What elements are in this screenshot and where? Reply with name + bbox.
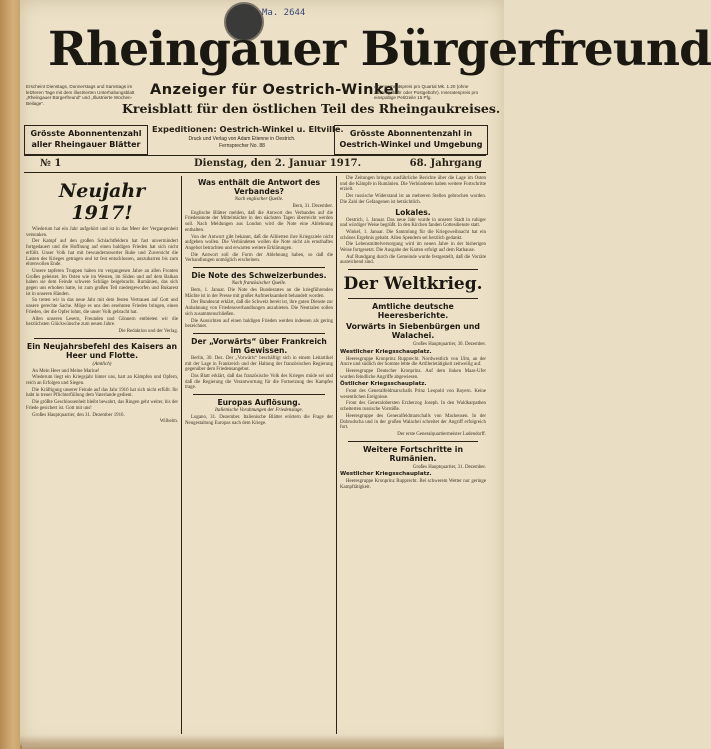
europa-headline: Europas Auflösung. — [217, 398, 301, 408]
page-edge-wear — [20, 735, 504, 749]
paragraph: Der Bundesrat erklärt, daß die Schweiz bereit ist, ihre guten Dienste zur Anbahnung von Friedensverhandlungen anzubieten. Die Neutralen sollen sich zusammenschließen. — [185, 300, 333, 317]
paragraph: Wiederum hat ein Jahr aufgehört und ist in das Meer der Vergangenheit versunken. — [26, 227, 178, 238]
kaiser-subheadline: (Amtlich) — [92, 361, 112, 367]
box-left-line-1: Grösste Abonnentenzahl — [30, 129, 142, 138]
issue-year: 68. Jahrgang — [409, 158, 482, 169]
binding-edge — [0, 0, 22, 749]
box-right-line-1: Grösste Abonnentenzahl in — [349, 129, 473, 138]
paragraph: Die Lebensmittelversorgung wird im neuen Jahre in der bisherigen Weise fortgesetzt. Die Ausgabe der Karten erfolgt auf dem Rathause. — [340, 242, 486, 254]
vorwaerts-headline: Der „Vorwärts“ über Frankreich im Gewissen. — [191, 336, 327, 355]
masthead-title: Rheingauer Bürgerfreund — [48, 22, 711, 77]
article-separator — [348, 269, 478, 270]
article-separator — [348, 441, 478, 442]
box-right — [334, 125, 488, 155]
paragraph: Heeresgruppe Deutscher Kronprinz. Auf dem linken Maas-Ufer wurden feindliche Angriffe abgewiesen. — [340, 368, 486, 380]
paragraph: Von der Antwort gibt bekannt, daß die Alliierten ihre Kriegsziele nicht aufgeben wollen. Die Verbündeten wollen die Note nicht als ernsthaftes Angebot betrachten und erwarten weitere Erklärungen. — [185, 234, 333, 251]
column-1 — [26, 176, 178, 734]
paragraph: Berlin, 30. Dez. Der „Vorwärts“ beschäftigt sich in einem Leitartikel mit der Lage in Frankreich und der Haltung der französischen Regierung gegenüber dem Friedensangebot. — [185, 355, 333, 373]
column-separator — [181, 176, 182, 734]
box-left — [24, 125, 148, 155]
paragraph: Wilhelm. — [159, 419, 178, 425]
masthead-right-info: Abonnementspreis pro Quartal Mk. 1.20 (ohne Zustellgebühr oder Postgebühr). Inseratenpreis pro einspaltige Petitzeile 15 Pfg. — [374, 84, 479, 101]
article-separator — [193, 267, 325, 268]
section-label: Westlicher Kriegsschauplatz. — [340, 471, 432, 478]
box-right-line-2: Oestrich-Winkel und Umgebung — [339, 140, 483, 149]
article-separator — [193, 394, 325, 395]
kaiser-article — [26, 369, 178, 425]
schweiz-subheadline: Nach französischer Quelle. — [231, 281, 287, 287]
paragraph: Der erste Generalquartiermeister Ludendorff. — [397, 431, 486, 437]
paragraph: Heeresgruppe Kronprinz Rupprecht. Nordwestlich von Ulm, an der Ancre und südlich der Somme lebte die Artillerietätigkeit zeitweilig auf. — [340, 356, 486, 368]
weltkrieg-headline: Der Weltkrieg. — [343, 274, 483, 295]
paragraph: Die größte Geschlossenheit bleibt bewahrt, das Ringen geht weiter, bis der Friede gesichert ist. Gott mit uns! — [26, 400, 178, 411]
paragraph: Oestrich, 1. Januar. Das neue Jahr wurde in unserer Stadt in ruhiger und würdiger Weise begrüßt. In den Kirchen fanden Gottesdienste statt. — [340, 217, 486, 229]
section-label: Östlicher Kriegsschauplatz. — [340, 381, 427, 388]
paragraph: Auf Rundgang durch die Gemeinde wurde festgestellt, daß die Vorräte ausreichend sind. — [340, 254, 486, 266]
paragraph: Die Kräftigung unserer Feinde auf das Jahr 1916 hat sich nicht erfüllt. Ihr habt in treuer Pflichterfüllung dem Vaterlande gedient. — [26, 387, 178, 399]
issue-date: Dienstag, den 2. Januar 1917. — [194, 158, 362, 169]
paragraph: Front des Generalfeldmarschalls Prinz Leopold von Bayern. Keine wesentlichen Ereignisse. — [340, 389, 486, 400]
paragraph: Großes Hauptquartier, den 31. Dezember 1916. — [32, 412, 125, 418]
paragraph: Bern, 31. Dezember. — [292, 204, 333, 209]
lokales-article — [340, 218, 486, 267]
phone-line: Fernsprecher No. 88 — [219, 143, 265, 149]
paragraph: Die Antwort soll die Form der Ablehnung haben, so daß die Verhandlungen unmöglich erscheinen. — [185, 252, 333, 264]
issue-number: № 1 — [40, 158, 62, 169]
paragraph: Großes Hauptquartier, 30. Dezember. — [412, 342, 486, 348]
paragraph: Winkel, 1. Januar. Die Sammlung für die Kriegsweihnacht hat ein schönes Ergebnis gehabt. Allen Spendern sei herzlich gedankt. — [340, 229, 486, 241]
siebenbuergen-headline: Vorwärts in Siebenbürgen und Walachei. — [346, 322, 480, 341]
paragraph: Die Aussichten auf einen baldigen Frieden werden indessen als gering bezeichnet. — [185, 318, 333, 330]
paragraph: Wiederum liegt ein Kriegsjahr hinter uns, hart an Kämpfen und Opfern, reich an Erfolgen und Siegen. — [26, 375, 178, 387]
paragraph: Großes Hauptquartier, 31. Dezember. — [412, 464, 486, 470]
rumaenien-article — [340, 465, 486, 491]
rumaenien-headline: Weitere Fortschritte in Rumänien. — [362, 444, 464, 463]
paragraph: Lugano, 31. Dezember. Italienische Blätter erörtern die Frage der Neugestaltung Europas nach dem Kriege. — [185, 415, 333, 426]
column-3 — [340, 176, 486, 734]
schweiz-headline: Die Note des Schweizerbundes. — [191, 271, 327, 281]
column-2 — [185, 176, 333, 734]
archive-number: Ma. 2644 — [262, 8, 306, 18]
issue-row — [24, 156, 486, 172]
paragraph: Unsere tapferen Truppen haben im vergangenen Jahre an allen Fronten Großes geleistet. Im Osten wie im Westen, im Süden und auf dem Balkan haben sie dem Feinde schwere Schläge beigebracht. Rumänien, das sich gegen uns erhoben hatte, ist zum großen Teil niedergeworfen und Bukarest ist in unseren Händen. — [26, 268, 178, 297]
section-label: Westlicher Kriegsschauplatz. — [340, 348, 432, 355]
expedition-line: Expeditionen: Oestrich-Winkel u. Eltville. — [152, 124, 344, 134]
article-separator — [348, 298, 478, 299]
heeresbericht-article — [340, 342, 486, 438]
europa-article — [185, 415, 333, 426]
paragraph: Bern, 1. Januar. Die Note des Bundesrates an die kriegführenden Mächte ist in der Presse mit großer Aufmerksamkeit behandelt worden. — [185, 288, 333, 299]
continuation-article — [340, 176, 486, 206]
paragraph: Der Kampf auf den großen Schlachtfeldern hat fast unvermindert fortgedauert und die Hoffnung auf einen baldigen Frieden hat sich nicht erfüllt. Unser Volk hat mit bewundernswerter Ruhe und Zuversicht die Lasten des Krieges getragen und ist fest entschlossen, auszuharren bis zum ehrenvollen Ende. — [26, 239, 178, 268]
paragraph: An Mein Heer und Meine Marine! — [32, 368, 100, 374]
neujahr-headline: Neujahr 1917! — [58, 180, 146, 224]
masthead-subtitle: Anzeiger für Oestrich-Winkel — [150, 82, 400, 98]
column-separator — [336, 176, 337, 734]
masthead-left-info: Erscheint Dienstags, Donnerstags und Samstags im letzteren Tage mit dem illustrierten Unterhaltungsblatt „Rheingauer Bürgerfreund“ und „Illustrierte Wochen-Beilage“. — [26, 84, 135, 106]
vorwaerts-article — [185, 356, 333, 391]
paragraph: Allen unseren Lesern, Freunden und Gönnern entbieten wir die herzlichsten Glückwünsche zum neuen Jahre. — [26, 316, 178, 328]
paragraph: Die Zeitungen bringen ausführliche Berichte über die Lage im Osten und die Kämpfe in Rumänien. Die Verbündeten haben weitere Fortschritte erzielt. — [340, 176, 486, 193]
verband-headline: Was enthält die Antwort des Verbandes? — [197, 178, 321, 196]
issue-rule-bottom — [24, 172, 486, 173]
publisher-line: Druck und Verlag von Adam Etienne in Oestrich. — [188, 136, 296, 142]
lokales-headline: Lokales. — [395, 207, 431, 217]
masthead-tagline: Kreisblatt für den östlichen Teil des Rheingaukreises. — [122, 101, 501, 116]
paragraph: Der russische Widerstand ist an mehreren Stellen gebrochen worden. Die Zahl der Gefangenen ist beträchtlich. — [340, 194, 486, 205]
article-separator — [193, 333, 325, 334]
schweiz-article — [185, 288, 333, 330]
paragraph: So treten wir in das neue Jahr mit dem festen Vertrauen auf Gott und unsere gerechte Sache. Möge es uns den ersehnten Frieden bringen, einen Frieden, der die Opfer lohnt, die unser Volk gebracht hat. — [26, 298, 178, 315]
expedition-info — [152, 124, 344, 149]
paragraph: Front des Generalobersten Erzherzog Joseph. In den Waldkarpathen scheiterten russische Vorstöße. — [340, 401, 486, 413]
kaiser-headline: Ein Neujahrsbefehl des Kaisers an Heer und Flotte. — [26, 341, 178, 360]
box-left-line-2: aller Rheingauer Blätter — [31, 140, 141, 149]
europa-subheadline: Italienische Vorahnungen der Friedenslage. — [214, 408, 304, 414]
paragraph: Heeresgruppe Kronprinz Rupprecht. Bei schwerem Wetter nur geringe Kampftätigkeit. — [340, 479, 486, 490]
neujahr-article — [26, 227, 178, 335]
verband-subheadline: Nach englischer Quelle. — [234, 197, 284, 202]
paragraph: Englische Blätter melden, daß die Antwort des Verbandes auf die Friedensnote der Mittelmächte in den nächsten Tagen überreicht werden soll. Nach Meldungen aus London wird die Note eine Ablehnung enthalten. — [185, 210, 333, 233]
verband-article — [185, 204, 333, 264]
paragraph: Heeresgruppe des Generalfeldmarschalls von Mackensen. In der Dobrudscha und in der großen Walachei schreitet der Angriff erfolgreich fort. — [340, 413, 486, 431]
paragraph: Die Redaktion und der Verlag. — [118, 328, 178, 334]
article-separator — [34, 338, 170, 339]
paragraph: Das Blatt erklärt, daß das französische Volk des Krieges müde sei und daß die Regierung die Verantwortung für die Fortsetzung des Kampfes trage. — [185, 374, 333, 391]
heeresberichte-headline: Amtliche deutsche Heeresberichte. — [372, 302, 454, 321]
